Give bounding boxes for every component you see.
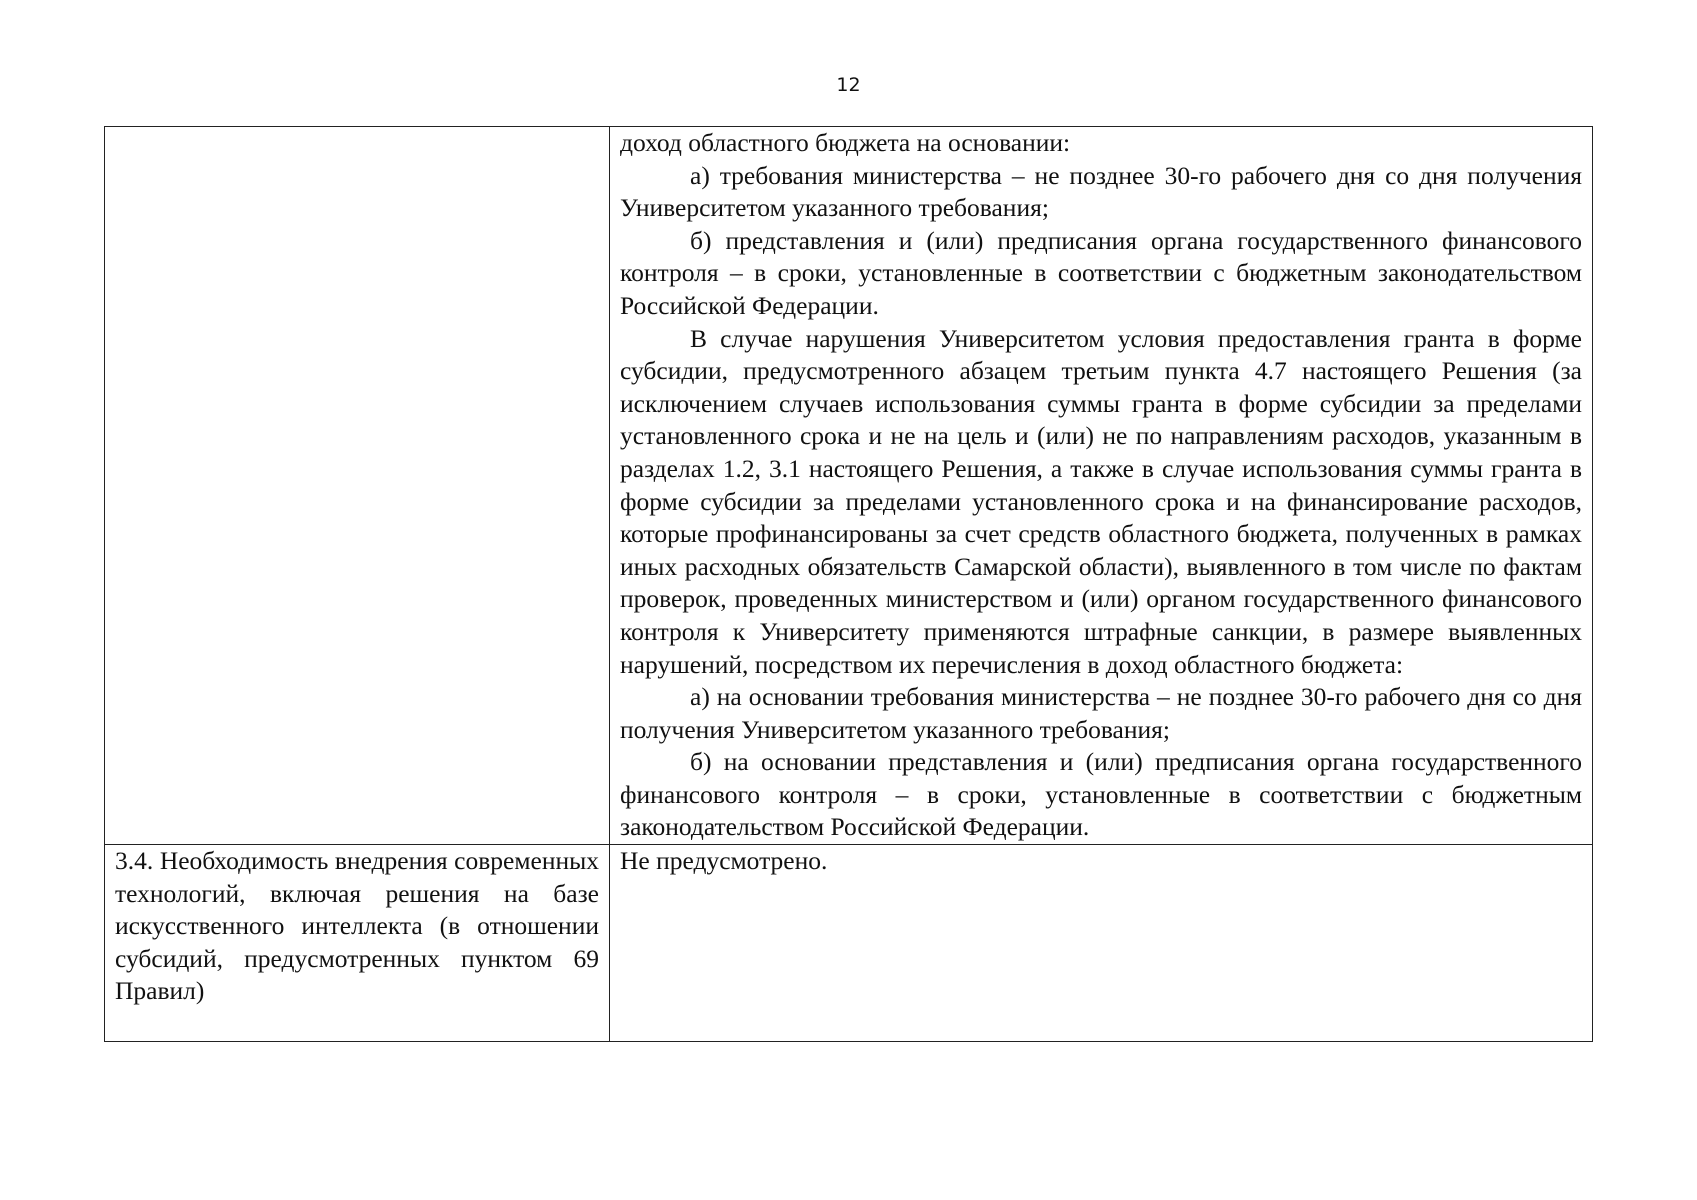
paragraph: доход областного бюджета на основании: — [620, 128, 1071, 157]
section-heading: 3.4. Необходимость внедрения современных технологий, включая решения на базе искусственного интеллекта (в отношении субсидий, предусмотренных пунктом 69 Правил) — [115, 846, 599, 1006]
paragraph: а) требования министерства – не позднее 30-го рабочего дня со дня получения Университетом указанного требования; — [620, 160, 1582, 223]
table-cell-left — [105, 845, 610, 1042]
table-row — [105, 845, 1593, 1042]
paragraph: а) на основании требования министерства – не позднее 30-го рабочего дня со дня получения Университетом указанного требования; — [620, 682, 1582, 744]
table-row — [105, 127, 1593, 845]
paragraph: б) представления и (или) предписания органа государственного финансового контроля – в сроки, установленные в соответствии с бюджетным законодательством Российской Федерации. — [620, 225, 1582, 320]
table-cell-right — [610, 127, 1593, 845]
table-cell-left-empty — [105, 127, 610, 845]
table-cell-right — [610, 845, 1593, 1042]
paragraph: В случае нарушения Университетом условия предоставления гранта в форме субсидии, предусмотренного абзацем третьим пункта 4.7 настоящего Решения (за исключением случаев использования суммы гранта в форме субсидии за пределами установленного срока и не на цель и (или) не по направлениям расходов, указанным в разделах 1.2, 3.1 настоящего Решения, а также в случае использования суммы гранта в форме субсидии за пределами установленного срока и на финансирование расходов, которые профинансированы за счет средств областного бюджета, полученных в рамках иных расходных обязательств Самарской области), выявленного в том числе по фактам проверок, проведенных министерством и (или) органом государственного финансового контроля к Университету применяются штрафные санкции, в размере выявленных нарушений, посредством их перечисления в доход областного бюджета: — [620, 323, 1582, 679]
document-table — [104, 126, 1593, 1042]
paragraph: б) на основании представления и (или) предписания органа государственного финансового контроля – в сроки, установленные в соответствии с бюджетным законодательством Российской Федерации. — [620, 747, 1582, 842]
page-number: 12 — [836, 74, 861, 96]
paragraph: Не предусмотрено. — [620, 846, 828, 876]
